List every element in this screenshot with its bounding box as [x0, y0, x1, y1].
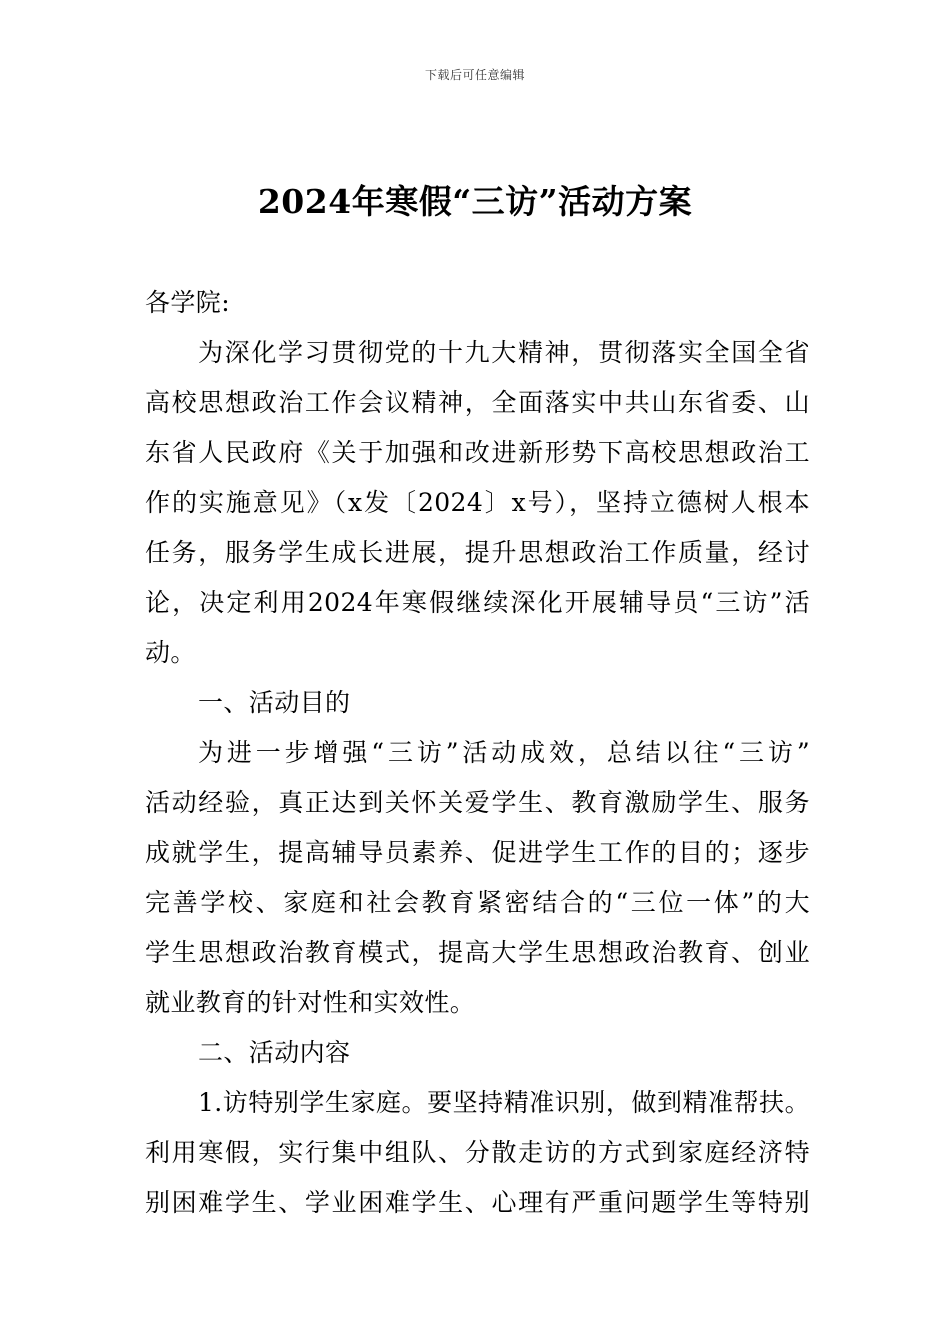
paragraph-2-line-5: 学生思想政治教育模式，提高大学生思想政治教育、创业 — [145, 938, 810, 967]
paragraph-1-line-7: 动。 — [145, 638, 196, 667]
paragraph-1-line-6: 论，决定利用2024年寒假继续深化开展辅导员“三访”活 — [145, 588, 810, 617]
paragraph-3-line-2: 利用寒假，实行集中组队、分散走访的方式到家庭经济特 — [145, 1138, 810, 1167]
paragraph-2-line-6: 就业教育的针对性和实效性。 — [145, 988, 476, 1017]
paragraph-3-line-3: 别困难学生、学业困难学生、心理有严重问题学生等特别 — [145, 1188, 810, 1217]
salutation: 各学院: — [145, 288, 231, 317]
header-note: 下载后可任意编辑 — [424, 68, 525, 82]
paragraph-2-line-2: 活动经验，真正达到关怀关爱学生、教育激励学生、服务 — [145, 788, 810, 817]
paragraph-3-line-1: 1.访特别学生家庭。要坚持精准识别，做到精准帮扶。 — [198, 1088, 810, 1117]
paragraph-1-line-1: 为深化学习贯彻党的十九大精神，贯彻落实全国全省 — [198, 338, 810, 367]
paragraph-1-line-3: 东省人民政府《关于加强和改进新形势下高校思想政治工 — [145, 438, 810, 467]
section-heading-2: 二、活动内容 — [198, 1038, 351, 1067]
paragraph-1-line-5: 任务，服务学生成长进展，提升思想政治工作质量，经讨 — [145, 538, 810, 567]
paragraph-1-line-2: 高校思想政治工作会议精神，全面落实中共山东省委、山 — [145, 388, 810, 417]
paragraph-1-line-4: 作的实施意见》（x发〔2024〕x号），坚持立德树人根本 — [145, 488, 810, 517]
paragraph-2-line-3: 成就学生，提高辅导员素养、促进学生工作的目的；逐步 — [145, 838, 810, 867]
document-title: 2024年寒假“三访”活动方案 — [257, 182, 693, 221]
paragraph-2-line-1: 为进一步增强“三访”活动成效，总结以往“三访” — [198, 738, 810, 767]
document-body — [145, 278, 810, 1228]
paragraph-2-line-4: 完善学校、家庭和社会教育紧密结合的“三位一体”的大 — [145, 888, 810, 917]
section-heading-1: 一、活动目的 — [198, 688, 351, 717]
